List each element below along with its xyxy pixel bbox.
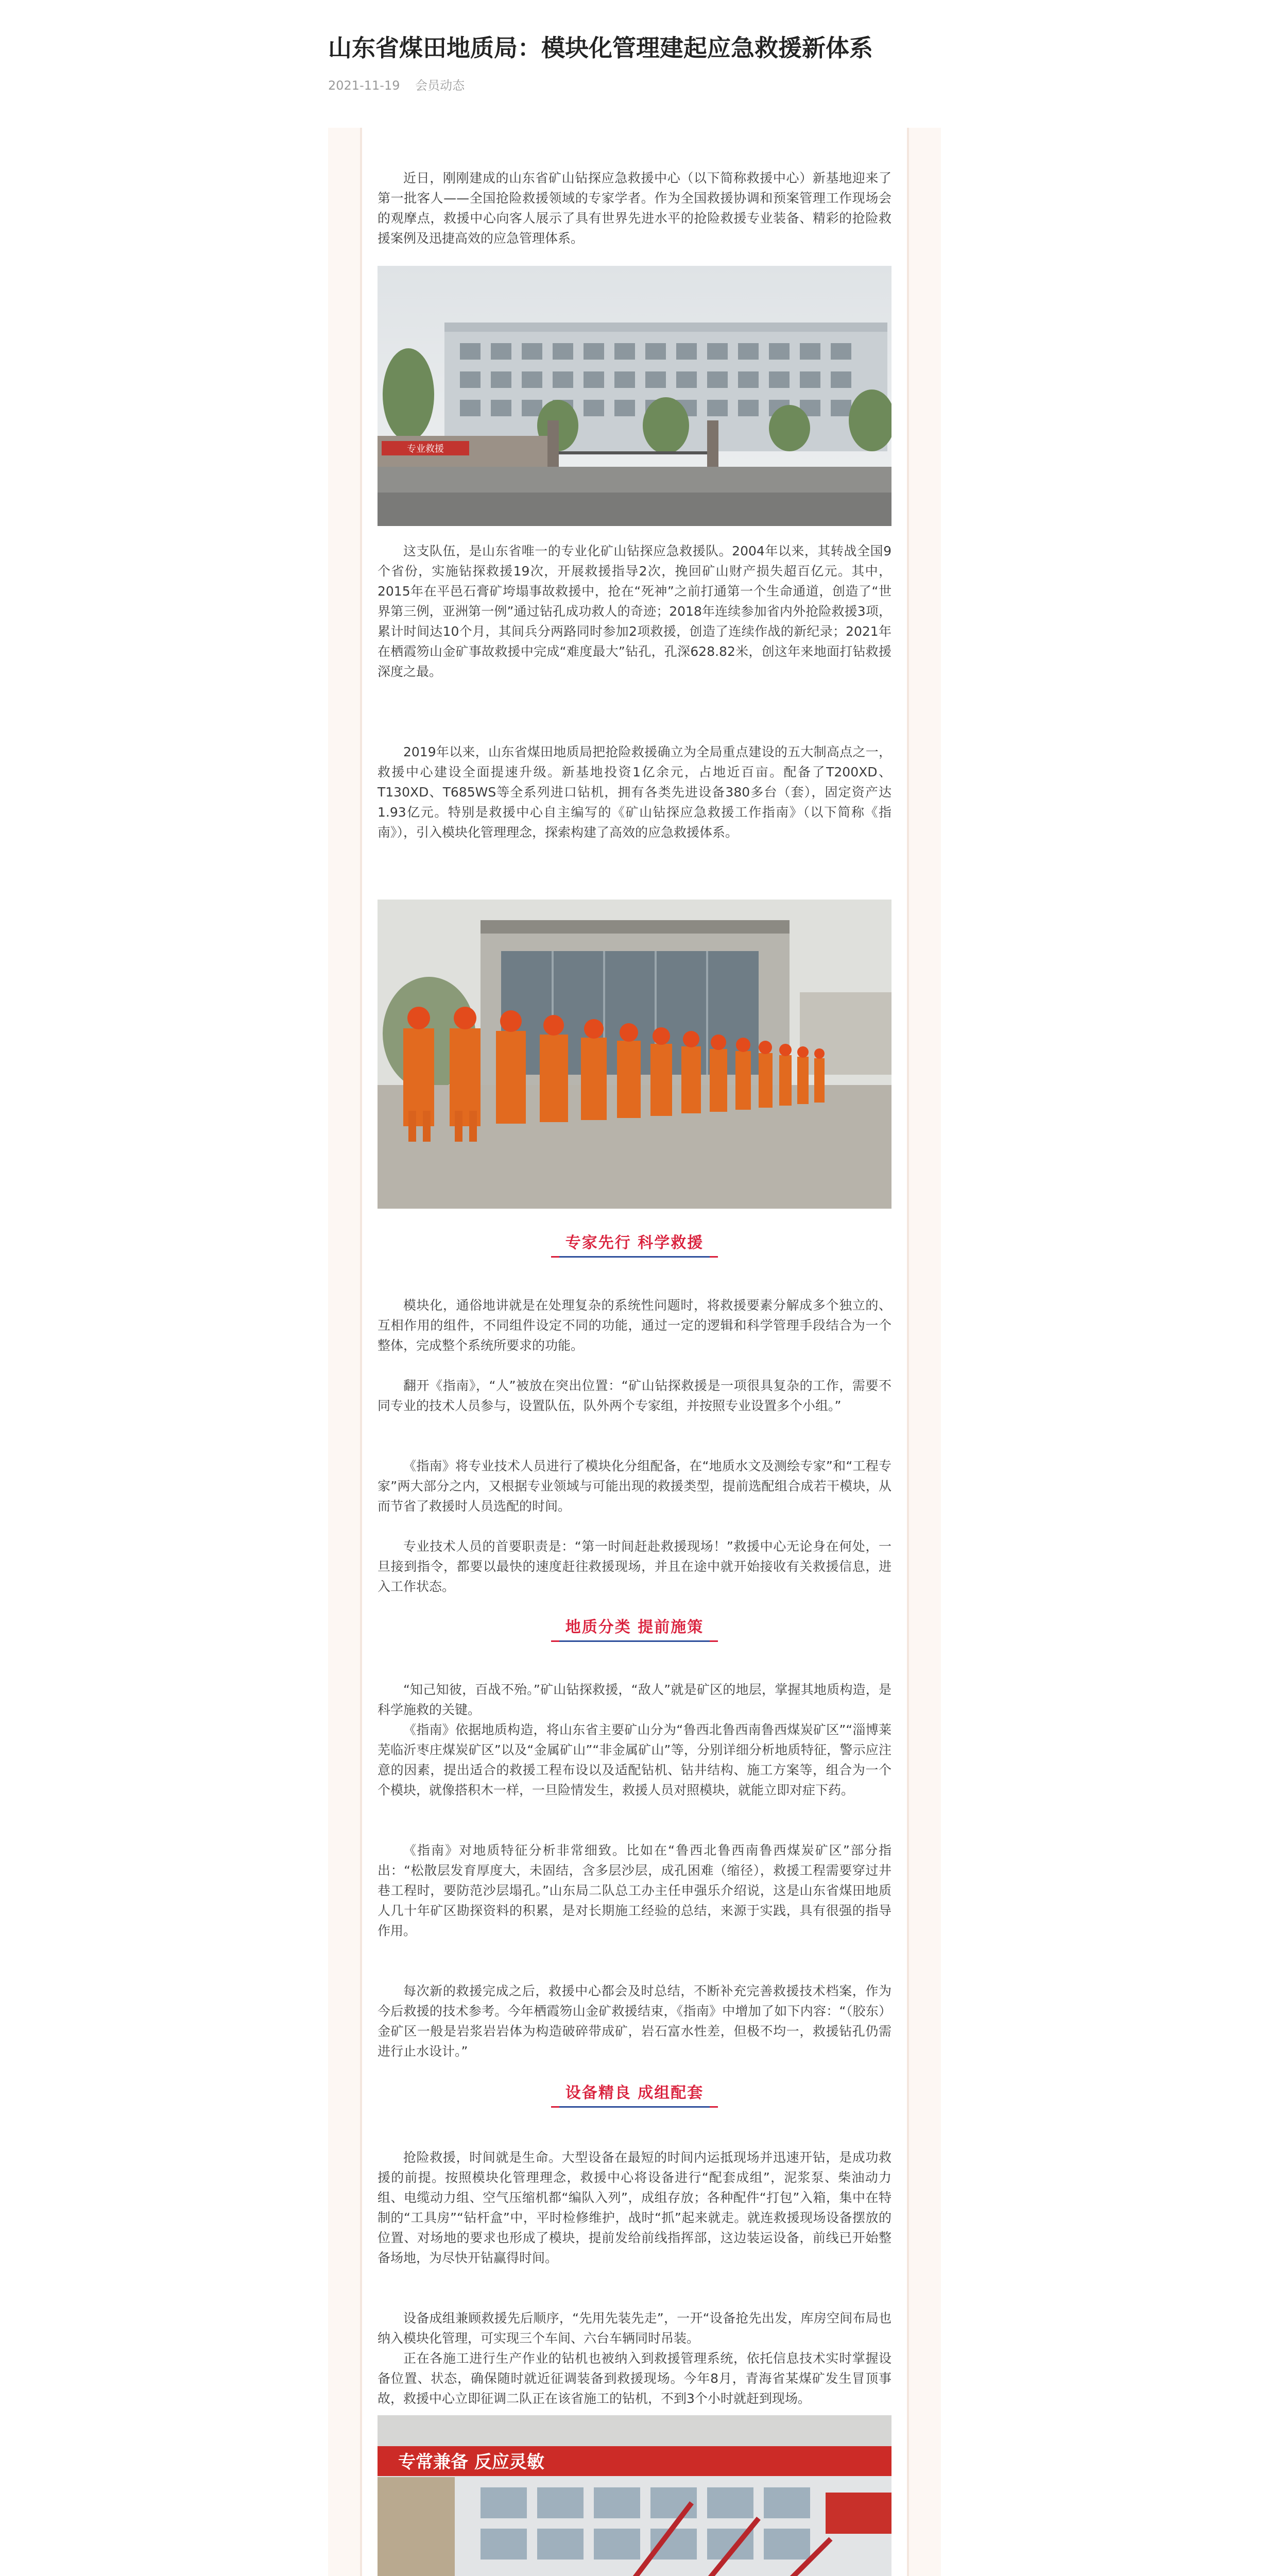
paragraph: 翻开《指南》，“人”被放在突出位置：“矿山钻探救援是一项很具复杂的工作，需要不同专业的技术人员参与，设置队伍，队外两个专家组，并按照专业设置多个小组。” [378,1378,891,1413]
publish-date: 2021-11-19 [328,78,400,93]
paragraph: 《指南》依据地质构造，将山东省主要矿山分为“鲁西北鲁西南鲁西煤炭矿区”“淄博莱芜临沂枣庄煤炭矿区”以及“金属矿山”“非金属矿山”等，分别详细分析地质特征，警示应注意的因素，提出适合的救援工程布设以及适配钻机、钻井结构、施工方案等，组合为一个个模块，就像搭积木一样，一旦险情发生，救援人员对照模块，就能立即对症下药。 [378,1722,891,1798]
category-link[interactable]: 会员动态 [415,78,465,93]
paragraph: 近日，刚刚建成的山东省矿山钻探应急救援中心（以下简称救援中心）新基地迎来了第一批客人——全国抢险救援领域的专家学者。作为全国救援协调和预案管理工作现场会的观摩点，救援中心向客人展示了具有世界先进水平的抢险救援专业装备、精彩的抢险救援案例及迅捷高效的应急管理体系。 [378,171,891,246]
paragraph: 设备成组兼顾救援先后顺序，“先用先装先走”，一开“设备抢先出发，库房空间布局也纳入模块化管理，可实现三个车间、六台车辆同时吊装。 [378,2311,891,2346]
photo-drilling-rigs [378,2415,891,2576]
paragraph: 这支队伍，是山东省唯一的专业化矿山钻探应急救援队。2004年以来，其转战全国9个省份，实施钻探救援19次，开展救援指导2次，挽回矿山财产损失超百亿元。其中，2015年在平邑石膏矿垮塌事故救援中，抢在“死神”之前打通第一个生命通道，创造了“世界第三例，亚洲第一例”通过钻孔成功救人的奇迹；2018年连续参加省内外抢险救援3项，累计时间达10个月，其间兵分两路同时参加2项救援，创造了连续作战的新纪录；2021年在栖霞笏山金矿事故救援中完成“难度最大”钻孔，孔深628.82米，创这年来地面打钻救援深度之最。 [378,544,891,679]
paragraph: 抢险救援，时间就是生命。大型设备在最短的时间内运抵现场并迅速开钻，是成功救援的前提。按照模块化管理理念，救援中心将设备进行“配套成组”，泥浆泵、柴油动力组、电缆动力组、空气压缩机都“编队入列”，成组存放；各种配件“打包”入箱，集中在特制的“工具房”“钻杆盒”中，平时检修维护，战时“抓”起来就走。就连救援现场设备摆放的位置、对场地的要求也形成了模块，提前发给前线指挥部，这边装运设备，前线已开始整备场地，为尽快开钻赢得时间。 [378,2150,891,2265]
page-title: 山东省煤田地质局：模块化管理建起应急救援新体系 [328,34,873,62]
section-heading: 专家先行 科学救援 [378,1230,891,1266]
photo-headquarters [378,266,891,526]
paragraph: 《指南》将专业技术人员进行了模块化分组配备，在“地质水文及测绘专家”和“工程专家”两大部分之内，又根据专业领域与可能出现的救援类型，提前选配组合成若干模块，从而节省了救援时人员选配的时间。 [378,1459,891,1514]
article-meta [328,76,465,95]
paragraph: 模块化，通俗地讲就是在处理复杂的系统性问题时，将救援要素分解成多个独立的、互相作用的组件，不同组件设定不同的功能，通过一定的逻辑和科学管理手段结合为一个整体，完成整个系统所要求的功能。 [378,1298,891,1353]
section-heading: 设备精良 成组配套 [378,2080,891,2116]
article-body [360,128,909,2576]
paragraph: 专业技术人员的首要职责是：“第一时间赶赴救援现场！”救援中心无论身在何处，一旦接到指令，都要以最快的速度赶往救援现场，并且在途中就开始接收有关救援信息，进入工作状态。 [378,1539,891,1594]
section-heading: 地质分类 提前施策 [378,1615,891,1651]
paragraph: 《指南》对地质特征分析非常细致。比如在“鲁西北鲁西南鲁西煤炭矿区”部分指出：“松散层发育厚度大，未固结，含多层沙层，成孔困难（缩径），救援工程需要穿过井巷工程时，要防范沙层塌孔。”山东局二队总工办主任申强乐介绍说，这是山东省煤田地质人几十年矿区勘探资料的积累，是对长期施工经验的总结，来源于实践，具有很强的指导作用。 [378,1843,891,1938]
paragraph: 2019年以来，山东省煤田地质局把抢险救援确立为全局重点建设的五大制高点之一，救援中心建设全面提速升级。新基地投资1亿余元，占地近百亩。配备了T200XD、T130XD、T685WS等全系列进口钻机，拥有各类先进设备380多台（套），固定资产达1.93亿元。特别是救援中心自主编写的《矿山钻探应急救援工作指南》（以下简称《指南》），引入模块化管理理念，探索构建了高效的应急救援体系。 [378,744,891,840]
article-frame [328,128,941,2576]
paragraph: “知己知彼，百战不殆。”矿山钻探救援，“敌人”就是矿区的地层，掌握其地质构造，是科学施救的关键。 [378,1682,891,1717]
photo-rescue-team [378,900,891,1209]
paragraph: 正在各施工进行生产作业的钻机也被纳入到救援管理系统，依托信息技术实时掌握设备位置、状态，确保随时就近征调装备到救援现场。今年8月，青海省某煤矿发生冒顶事故，救援中心立即征调二队正在该省施工的钻机，不到3个小时就赶到现场。 [378,2351,891,2406]
photo-banner-text: 专常兼备 反应灵敏 [398,2452,544,2472]
paragraph: 每次新的救援完成之后，救援中心都会及时总结，不断补充完善救援技术档案，作为今后救援的技术参考。今年栖霞笏山金矿救援结束，《指南》中增加了如下内容：“（胶东）金矿区一般是岩浆岩岩体为构造破碎带成矿，岩石富水性差，但极不均一，救援钻孔仍需进行止水设计。” [378,1984,891,2059]
photo-banner-text: 专业救援 [407,444,444,454]
